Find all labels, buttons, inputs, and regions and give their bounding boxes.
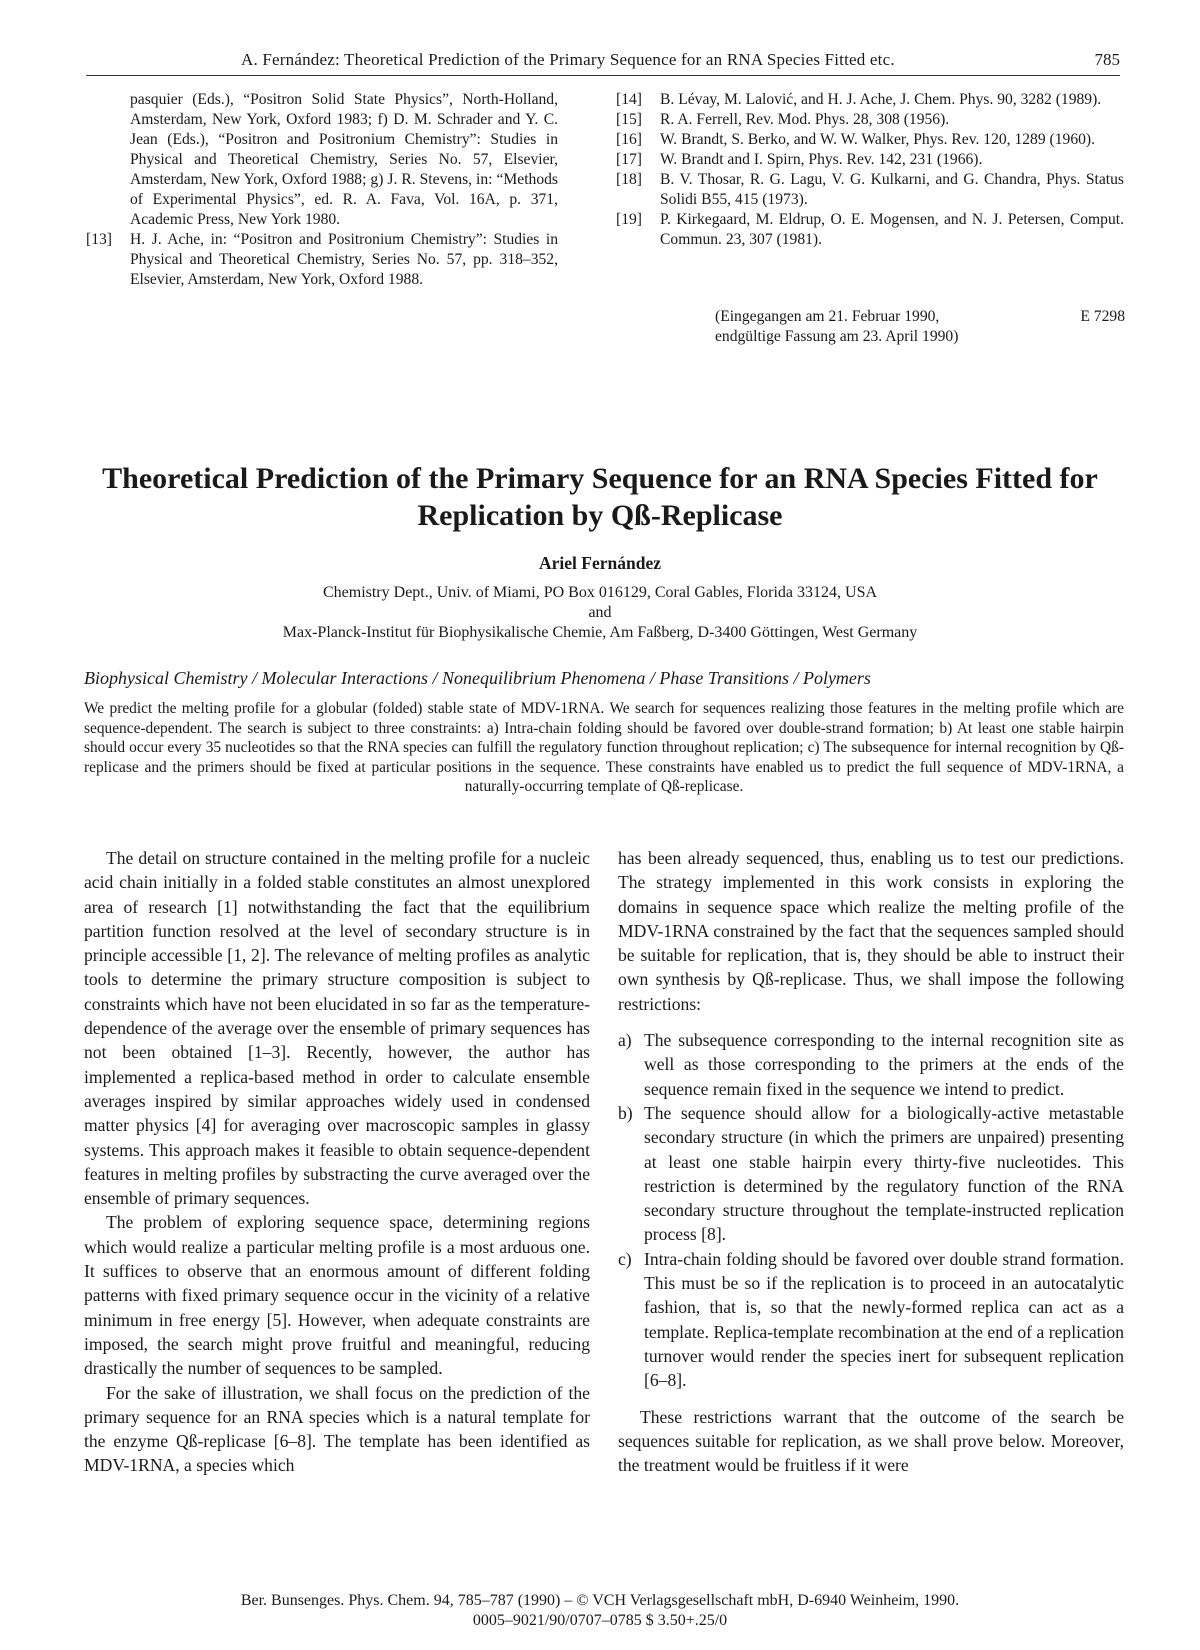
list-item: [618, 1101, 1124, 1247]
reference-item: [616, 150, 1124, 170]
reference-item: [616, 210, 1124, 250]
keywords: Biophysical Chemistry / Molecular Interactions / Nonequilibrium Phenomena / Phase Transitions / Polymers: [84, 668, 871, 688]
affiliation: [0, 583, 1200, 643]
references-left: [86, 90, 558, 290]
author-name: Ariel Fernández: [539, 553, 661, 573]
reference-text: W. Brandt, S. Berko, and W. W. Walker, Phys. Rev. 120, 1289 (1960).: [660, 131, 1096, 148]
running-header: [86, 50, 1120, 76]
running-title: A. Fernández: Theoretical Prediction of the Primary Sequence for an RNA Species Fitted etc.: [241, 50, 895, 69]
body-column-left: [84, 846, 590, 1478]
reference-text: W. Brandt and I. Spirn, Phys. Rev. 142, 231 (1966).: [660, 151, 983, 168]
reference-number: [17]: [616, 151, 642, 168]
body-paragraph: For the sake of illustration, we shall focus on the prediction of the primary sequence for an RNA species which is a natural template for the enzyme Qß-replicase [6–8]. The template has been identified as MDV-1RNA, a species which: [84, 1382, 590, 1476]
list-label: b): [618, 1102, 633, 1123]
body-paragraph: The detail on structure contained in the melting profile for a nucleic acid chain initially in a folded stable constitutes an almost unexplored area of research [1] notwithstanding the fact that the equilibrium partition function resolved at the level of secondary structure is in principle accessible [1, 2]. The relevance of melting profiles as analytic tools to determine the primary structure composition is subject to constraints which have not been elucidated in so far as the temperature-dependence of the average over the ensemble of primary sequences has not been obtained [1–3]. Recently, however, the author has implemented a replica-based method in order to calculate ensemble averages inspired by similar approaches widely used in condensed matter physics [4] for averaging over macroscopic samples in glassy systems. This approach makes it feasible to obtain sequence-dependent features in melting profiles by substracting the curve averaged over the ensemble of primary sequences.: [84, 848, 590, 1209]
affiliation-2: Max-Planck-Institut für Biophysikalische Chemie, Am Faßberg, D-3400 Göttingen, West Germany: [282, 624, 918, 641]
reference-number: [18]: [616, 171, 642, 188]
manuscript-id: E 7298: [1080, 308, 1125, 325]
reference-number: [16]: [616, 131, 642, 148]
reference-number: [14]: [616, 91, 642, 108]
header-rule: [86, 75, 1120, 76]
affiliation-1: Chemistry Dept., Univ. of Miami, PO Box 016129, Coral Gables, Florida 33124, USA: [322, 584, 878, 601]
list-text: Intra-chain folding should be favored over double strand formation. This must be so if the replication is to proceed in an autocatalytic fashion, that is, so that the newly-formed replica can act as a template. Replica-template recombination at the end of a replication turnover would render the species inert for subsequent replication [6–8].: [644, 1248, 1124, 1391]
reference-text: R. A. Ferrell, Rev. Mod. Phys. 28, 308 (1956).: [660, 111, 950, 128]
reference-item: [616, 90, 1124, 110]
reference-text: H. J. Ache, in: “Positron and Positronium Chemistry”: Studies in Physical and Theoretical Chemistry, Series No. 57, pp. 318–352, Elsevier, Amsterdam, New York, Oxford 1988.: [130, 231, 558, 288]
list-label: a): [618, 1030, 632, 1051]
list-text: The subsequence corresponding to the internal recognition site as well as those corresponding to the primers at the ends of the sequence remain fixed in the sequence we intend to predict.: [644, 1030, 1124, 1099]
abstract: We predict the melting profile for a globular (folded) stable state of MDV-1RNA. We search for sequences realizing those features in the melting profile which are sequence-dependent. The search is subject to three constraints: a) Intra-chain folding should be favored over double-strand formation; b) At least one stable hairpin should occur every 35 nucleotides so that the RNA species can fulfill the regulatory function throughout replication; c) The subsequence for internal recognition by Qß-replicase and the primers should be fixed at particular positions in the sequence. These constraints have enabled us to predict the full sequence of MDV-1RNA, a naturally-occurring template of Qß-replicase.: [84, 700, 1124, 795]
reference-text: P. Kirkegaard, M. Eldrup, O. E. Mogensen, and N. J. Petersen, Comput. Commun. 23, 307 (1981).: [660, 211, 1124, 248]
article-title: Theoretical Prediction of the Primary Sequence for an RNA Species Fitted for Replication by Qß-Replicase: [102, 462, 1098, 532]
reference-item: [86, 230, 558, 290]
body-paragraph: has been already sequenced, thus, enabling us to test our predictions. The strategy implemented in this work consists in exploring the domains in sequence space which realize the melting profile of the MDV-1RNA constrained by the fact that the sequences sampled should be suitable for replication, that is, they should be able to instruct their own synthesis by Qß-replicase. Thus, we shall impose the following restrictions:: [618, 848, 1124, 1014]
footer: [0, 1591, 1200, 1631]
body-paragraph: The problem of exploring sequence space, determining regions which would realize a particular melting profile is a most arduous one. It suffices to observe that an enormous amount of different folding patterns with fixed primary sequence occur in the vicinity of a relative minimum in free energy [5]. However, when adequate constraints are imposed, the search might prove fruitful and meaningful, reducing drastically the number of sequences to be sampled.: [84, 1212, 590, 1379]
reference-item: [616, 170, 1124, 210]
list-label: c): [618, 1248, 632, 1269]
reference-number: [13]: [86, 231, 112, 248]
body-paragraph: These restrictions warrant that the outcome of the search be sequences suitable for replication, as we shall prove below. Moreover, the treatment would be fruitless if it were: [618, 1406, 1124, 1476]
received-note: [715, 307, 1125, 347]
reference-continuation: pasquier (Eds.), “Positron Solid State Physics”, North-Holland, Amsterdam, New York, Oxford 1983; f) D. M. Schrader and Y. C. Jean (Eds.), “Positron and Positronium Chemistry”: Studies in Physical and Theoretical Chemistry, Series No. 57, Elsevier, Amsterdam, New York, Oxford 1988; g) J. R. Stevens, in: “Methods of Experimental Physics”, ed. R. A. Fava, Vol. 16A, p. 371, Academic Press, New York 1980.: [130, 91, 558, 228]
reference-number: [15]: [616, 111, 642, 128]
page-number: 785: [1094, 50, 1120, 69]
citation-line: Ber. Bunsenges. Phys. Chem. 94, 785–787 (1990) – © VCH Verlagsgesellschaft mbH, D-6940 Weinheim, 1990.: [240, 1592, 960, 1609]
reference-number: [19]: [616, 211, 642, 228]
issn-line: 0005–9021/90/0707–0785 $ 3.50+.25/0: [472, 1612, 728, 1629]
reference-item: [616, 110, 1124, 130]
body-column-right: [618, 846, 1124, 1477]
revised-date: endgültige Fassung am 23. April 1990): [715, 328, 959, 345]
references-right: [616, 90, 1124, 250]
affiliation-and: and: [588, 604, 612, 621]
reference-text: B. V. Thosar, R. G. Lagu, V. G. Kulkarni, and G. Chandra, Phys. Status Solidi B55, 415 (1973).: [660, 171, 1124, 208]
reference-item: [616, 130, 1124, 150]
restriction-list: [618, 1028, 1124, 1392]
list-item: [618, 1247, 1124, 1393]
received-date: (Eingegangen am 21. Februar 1990,: [715, 308, 940, 325]
list-item: [618, 1028, 1124, 1101]
list-text: The sequence should allow for a biologically-active metastable secondary structure (in which the primers are unpaired) presenting at least one stable hairpin every thirty-five nucleotides. This restriction is determined by the regulatory function of the RNA secondary structure throughout the template-instructed replication process [8].: [644, 1102, 1124, 1245]
reference-text: B. Lévay, M. Lalović, and H. J. Ache, J. Chem. Phys. 90, 3282 (1989).: [660, 91, 1102, 108]
